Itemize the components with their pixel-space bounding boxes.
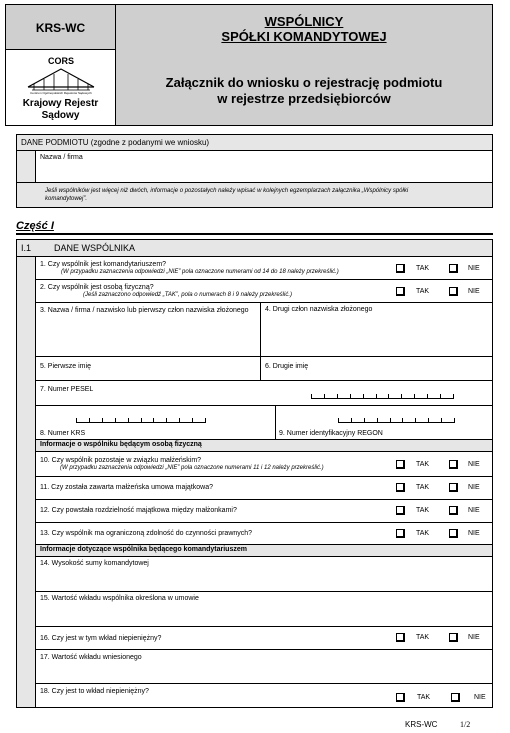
logo-small-text: Centrum Ogólnopolskich Rejestrów Sądowych	[30, 91, 92, 95]
info-limited-title: Informacje dotyczące wspólnika będącego komandytariuszem	[40, 546, 247, 553]
q13-label: 13. Czy wspólnik ma ograniczoną zdolność do czynności prawnych?	[40, 530, 253, 537]
header-title-cell	[115, 4, 493, 126]
digit-cell-tick	[89, 418, 90, 422]
q2-yes-checkbox[interactable]	[396, 287, 405, 296]
q1-note: (W przypadku zaznaczenia odpowiedzi „NIE” pola oznaczone numerami od 14 do 18 należy przekreślić.)	[61, 269, 339, 275]
q11-yes-label: TAK	[416, 484, 430, 491]
digit-cell-tick	[376, 394, 377, 398]
digit-cell-tick	[402, 418, 403, 422]
field-4-label: 4. Drugi człon nazwiska złożonego	[265, 306, 373, 313]
digit-cell-tick	[76, 418, 77, 422]
q13-yes-checkbox[interactable]	[396, 529, 405, 538]
info-limited-header	[36, 545, 492, 557]
q18-row	[36, 684, 492, 707]
q10-label: 10. Czy wspólnik pozostaje w związku małżeńskim?	[40, 457, 202, 464]
digit-cell-tick	[364, 418, 365, 422]
digit-cell-tick	[153, 418, 154, 422]
digit-cell-tick	[324, 394, 325, 398]
field-5-label: 5. Pierwsze imię	[40, 363, 91, 370]
info-physical-header	[36, 440, 492, 452]
digit-cell-tick	[128, 418, 129, 422]
digit-cell-tick	[115, 418, 116, 422]
entity-note-box	[17, 182, 492, 207]
q18-no-label: NIE	[474, 694, 486, 701]
q10-row	[36, 452, 492, 477]
q2-no-checkbox[interactable]	[449, 287, 458, 296]
q13-no-checkbox[interactable]	[449, 529, 458, 538]
q18-label: 18. Czy jest to wkład niepieniężny?	[40, 688, 149, 695]
q10-yes-checkbox[interactable]	[396, 460, 405, 469]
q1-yes-checkbox[interactable]	[396, 264, 405, 273]
digit-cell-tick	[428, 418, 429, 422]
info-physical-title: Informacje o wspólniku będącym osobą fizyczną	[40, 441, 202, 448]
q12-no-label: NIE	[468, 507, 480, 514]
digit-cell-tick	[440, 394, 441, 398]
logo-text: CORS	[47, 56, 74, 66]
q18-no-checkbox[interactable]	[451, 693, 460, 702]
q16-no-label: NIE	[468, 634, 480, 641]
entity-section-title: DANE PODMIOTU (zgodne z podanymi we wniosku)	[21, 138, 210, 147]
entity-name-label: Nazwa / firma	[40, 154, 83, 161]
krs-regon-row	[36, 406, 492, 440]
q13-no-label: NIE	[468, 530, 480, 537]
partner-left-margin	[17, 257, 36, 707]
pesel-input[interactable]	[311, 394, 454, 399]
q13-yes-label: TAK	[416, 530, 430, 537]
form-title-line2: SPÓŁKI KOMANDYTOWEJ	[221, 29, 387, 44]
entity-note: Jeśli wspólników jest więcej niż dwóch, informacje o pozostałych należy wpisać w kolejnych egzemplarzach załącznika „Wspólnicy spółki komandytowej”.	[45, 188, 409, 202]
q2-no-label: NIE	[468, 288, 480, 295]
q2-row	[36, 280, 492, 303]
entity-left-margin	[17, 151, 36, 182]
digit-cell-tick	[363, 394, 364, 398]
digit-cell-tick	[338, 418, 339, 422]
form-code: KRS-WC	[35, 21, 86, 35]
q10-no-label: NIE	[468, 461, 480, 468]
entity-header	[17, 135, 492, 151]
q12-row	[36, 500, 492, 523]
field-8-label: 8. Numer KRS	[40, 430, 86, 437]
field-15-row[interactable]	[36, 592, 492, 627]
part-rule	[16, 233, 493, 235]
digit-cell-tick	[102, 418, 103, 422]
digit-cell-tick	[441, 418, 442, 422]
first-name-row	[36, 357, 492, 381]
digit-cell-tick	[311, 394, 312, 398]
digit-cell-tick	[427, 394, 428, 398]
partner-header	[17, 240, 492, 257]
partner-section-title: DANE WSPÓLNIKA	[54, 243, 136, 253]
field-14-row[interactable]	[36, 557, 492, 592]
footer-code: KRS-WC	[405, 720, 438, 729]
q12-yes-label: TAK	[416, 507, 430, 514]
registry-line2: Sądowy	[41, 110, 80, 121]
q12-no-checkbox[interactable]	[449, 506, 458, 515]
q10-yes-label: TAK	[416, 461, 430, 468]
name-row	[36, 303, 492, 357]
part-title: Część I	[16, 220, 54, 232]
q10-no-checkbox[interactable]	[449, 460, 458, 469]
footer-page: 1/2	[460, 720, 471, 729]
digit-cell-tick	[454, 418, 455, 422]
entity-section	[16, 134, 493, 208]
q12-yes-checkbox[interactable]	[396, 506, 405, 515]
q1-yes-label: TAK	[416, 265, 430, 272]
entity-name-field[interactable]	[36, 151, 492, 182]
q1-row	[36, 256, 492, 280]
q16-row	[36, 627, 492, 650]
field-3-label: 3. Nazwa / firma / nazwisko lub pierwszy człon nazwiska złożonego	[40, 307, 249, 314]
q1-label: 1. Czy wspólnik jest komandytariuszem?	[40, 261, 167, 268]
digit-cell-tick	[377, 418, 378, 422]
q16-yes-label: TAK	[416, 634, 430, 641]
digit-cell-tick	[453, 394, 454, 398]
q11-row	[36, 477, 492, 500]
field-17-row[interactable]	[36, 650, 492, 684]
regon-input[interactable]	[338, 418, 455, 423]
digit-cell-tick	[414, 394, 415, 398]
form-subtitle-line1: Załącznik do wniosku o rejestrację podmiotu	[165, 75, 443, 90]
krs-regon-divider	[275, 406, 276, 440]
digit-cell-tick	[166, 418, 167, 422]
form-title-line1: WSPÓLNICY	[264, 14, 344, 29]
q2-label: 2. Czy wspólnik jest osobą fizyczną?	[40, 284, 154, 291]
q11-yes-checkbox[interactable]	[396, 483, 405, 492]
partner-section-num: I.1	[21, 243, 32, 253]
q16-yes-checkbox[interactable]	[396, 633, 405, 642]
field-6-label: 6. Drugie imię	[265, 363, 309, 370]
pesel-row	[36, 381, 492, 406]
field-14-label: 14. Wysokość sumy komandytowej	[40, 560, 149, 567]
q12-label: 12. Czy powstała rozdzielność majątkowa między małżonkami?	[40, 507, 237, 514]
digit-cell-tick	[390, 418, 391, 422]
q18-yes-label: TAK	[417, 694, 431, 701]
q10-note: (W przypadku zaznaczenia odpowiedzi „NIE” pola oznaczone numerami 11 i 12 należy przekreślić.)	[60, 465, 324, 471]
field-17-label: 17. Wartość wkładu wniesionego	[40, 654, 142, 661]
q16-label: 16. Czy jest w tym wkład niepieniężny?	[40, 635, 162, 642]
digit-cell-tick	[192, 418, 193, 422]
header-code-cell	[5, 4, 116, 50]
field-7-label: 7. Numer PESEL	[40, 386, 94, 393]
registry-line1: Krajowy Rejestr	[22, 98, 99, 109]
q11-label: 11. Czy została zawarta małżeńska umowa majątkowa?	[40, 484, 214, 491]
q2-note: (Jeśli zaznaczono odpowiedź „TAK”, pola o numerach 8 i 9 należy przekreślić.)	[83, 292, 292, 298]
cors-logo-icon	[22, 56, 100, 94]
q13-row	[36, 523, 492, 545]
digit-cell-tick	[205, 418, 206, 422]
logo-cell	[5, 49, 116, 126]
digit-cell-tick	[179, 418, 180, 422]
field-9-label: 9. Numer identyfikacyjny REGON	[279, 430, 383, 437]
digit-cell-tick	[141, 418, 142, 422]
digit-cell-tick	[337, 394, 338, 398]
name-row-divider	[260, 303, 261, 357]
q1-no-label: NIE	[468, 265, 480, 272]
digit-cell-tick	[415, 418, 416, 422]
q18-yes-checkbox[interactable]	[396, 693, 405, 702]
krs-input[interactable]	[76, 418, 206, 423]
q1-no-checkbox[interactable]	[449, 264, 458, 273]
first-name-row-divider	[260, 357, 261, 381]
q11-no-label: NIE	[468, 484, 480, 491]
digit-cell-tick	[351, 418, 352, 422]
digit-cell-tick	[388, 394, 389, 398]
digit-cell-tick	[350, 394, 351, 398]
field-15-label: 15. Wartość wkładu wspólnika określona w umowie	[40, 595, 199, 602]
q2-yes-label: TAK	[416, 288, 430, 295]
q16-no-checkbox[interactable]	[449, 633, 458, 642]
form-subtitle-line2: w rejestrze przedsiębiorców	[217, 91, 391, 106]
q11-no-checkbox[interactable]	[449, 483, 458, 492]
digit-cell-tick	[401, 394, 402, 398]
